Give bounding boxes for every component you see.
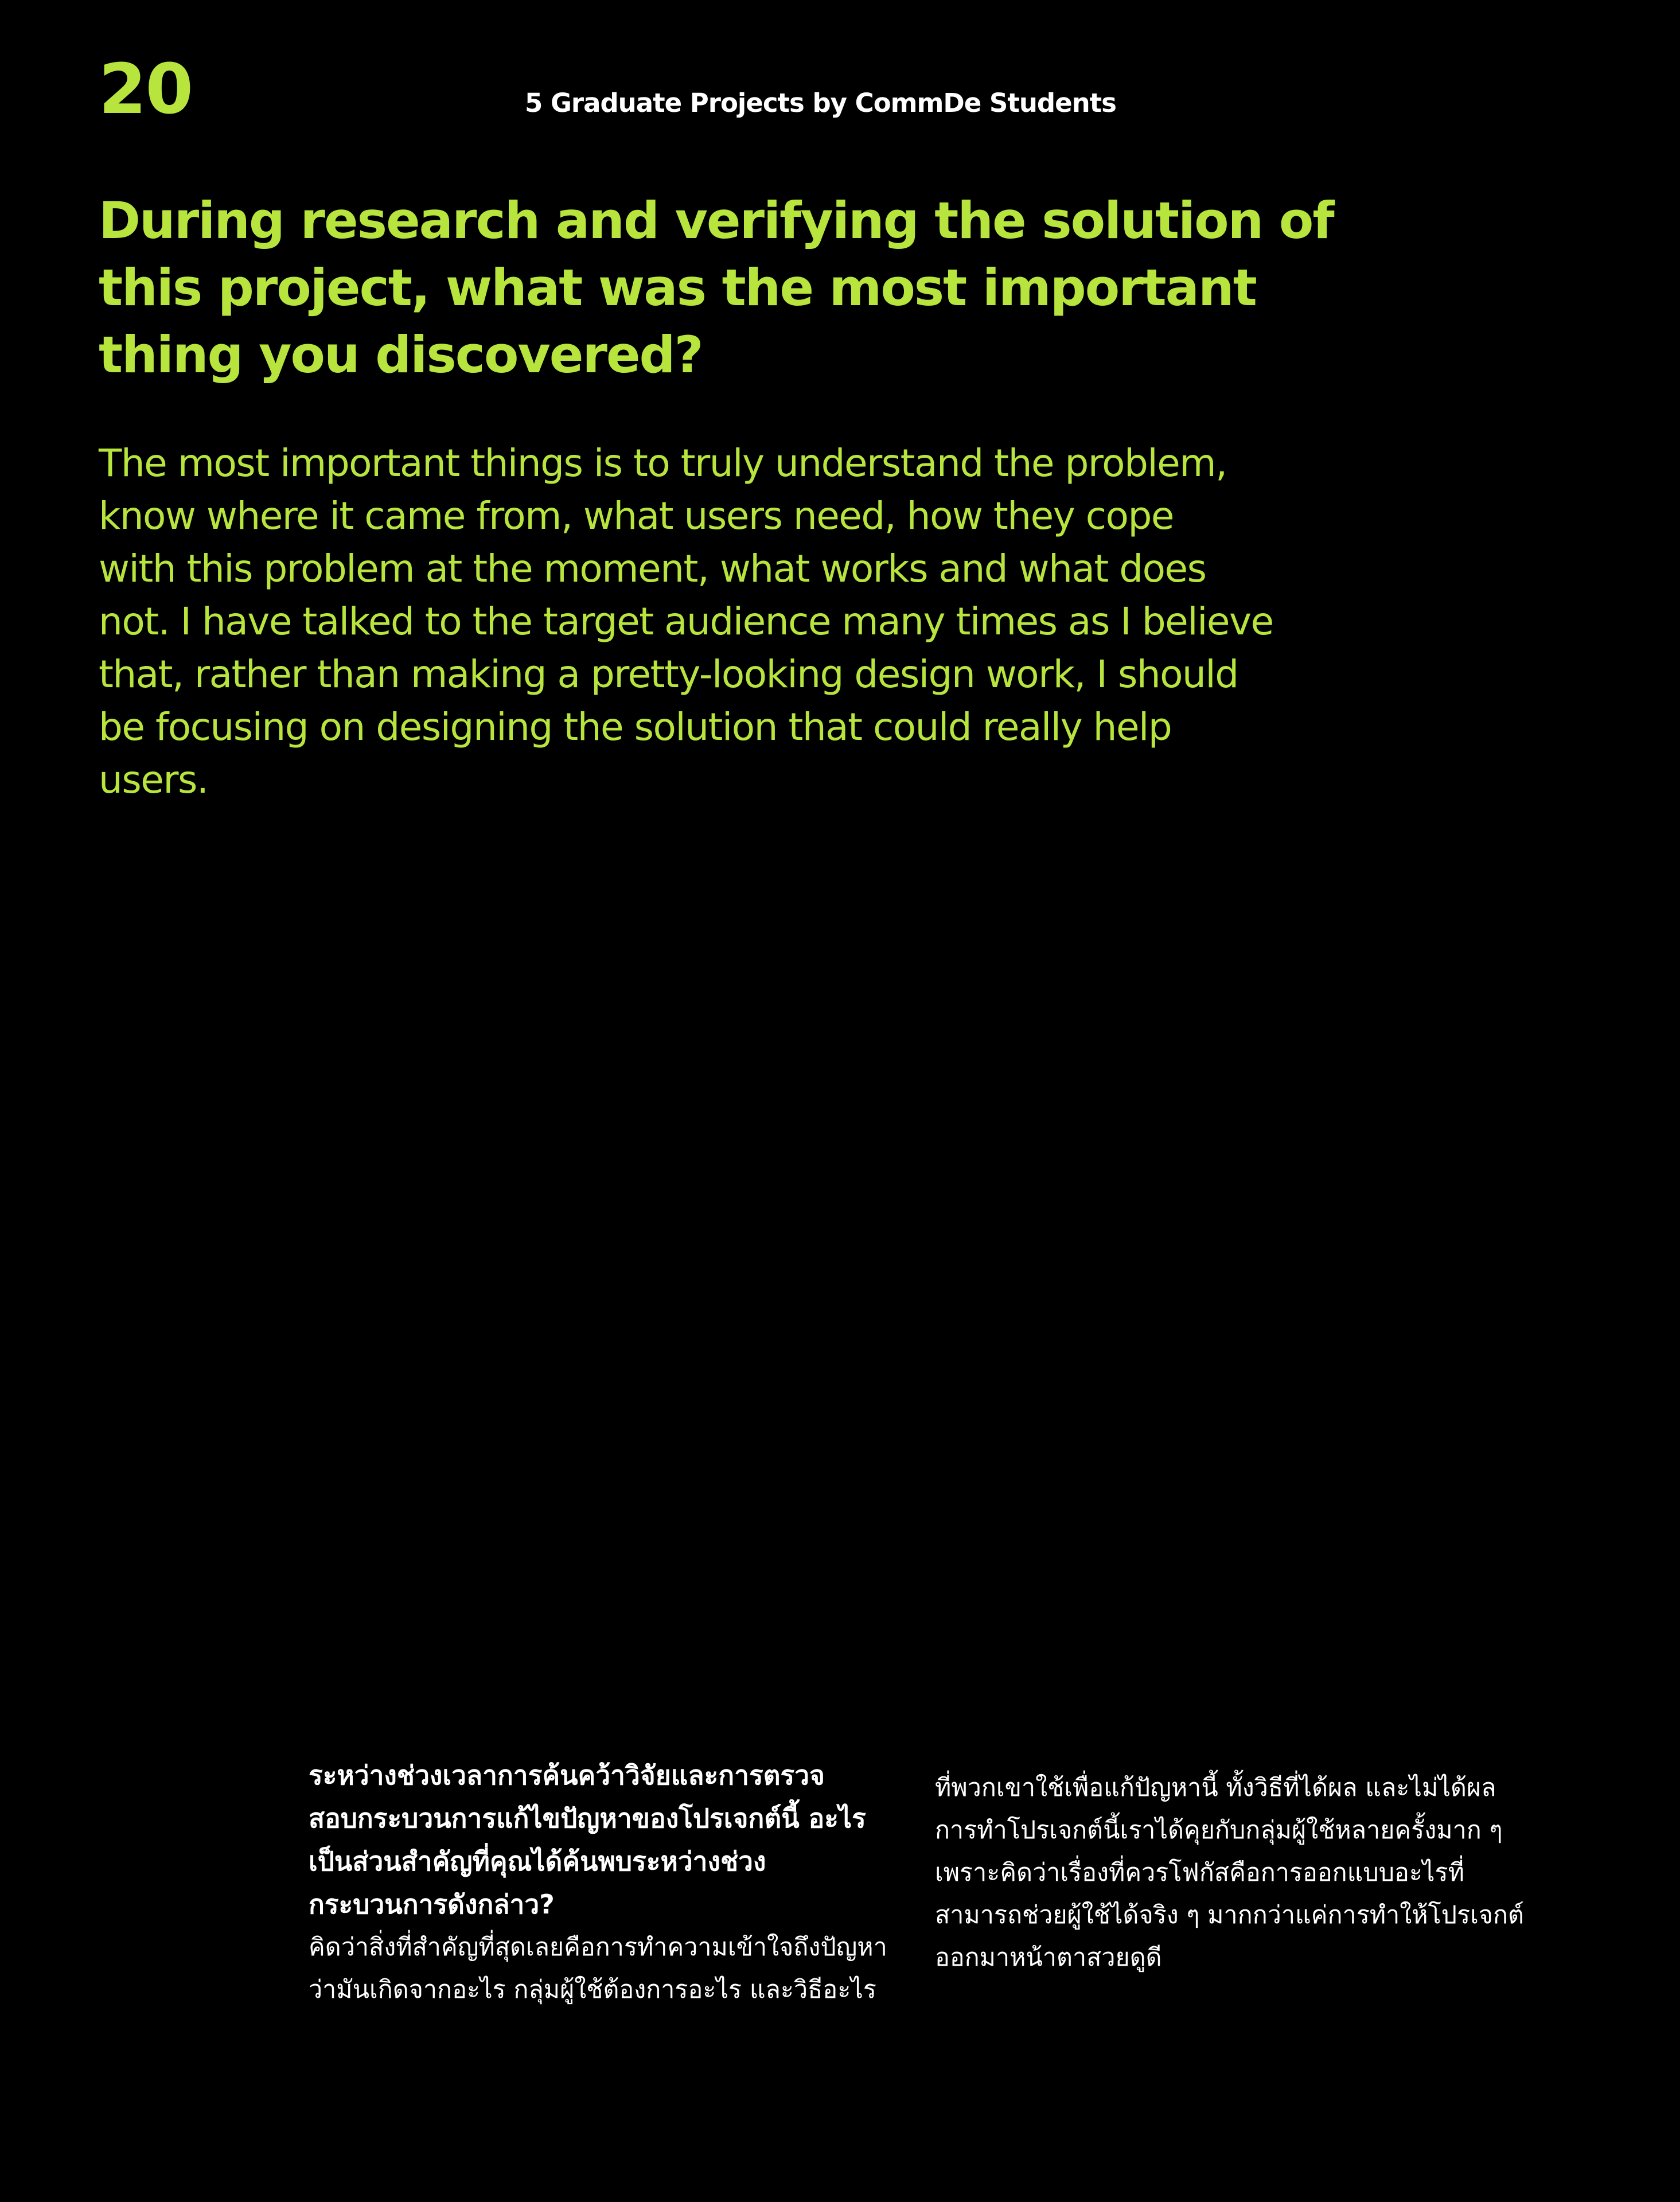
answer-thai-line: ที่พวกเขาใช้เพื่อแก้ปัญหานี้ ทั้งวิธีที่ได้ผล และไม่ได้ผล xyxy=(935,1774,1496,1802)
answer-thai-line: คิดว่าสิ่งที่สำคัญที่สุดเลยคือการทำความเข้าใจถึงปัญหา xyxy=(309,1933,887,1962)
answer-line: not. I have talked to the target audience many times as I believe xyxy=(99,599,1273,644)
answer-thai-line: การทำโปรเจกต์นี้เราได้คุยกับกลุ่มผู้ใช้หลายครั้งมาก ๆ xyxy=(935,1816,1503,1845)
answer-thai-line: เพราะคิดว่าเรื่องที่ควรโฟกัสคือการออกแบบอะไรที่ xyxy=(935,1858,1464,1887)
answer-line: know where it came from, what users need, how they cope xyxy=(99,494,1174,538)
page-number: 20 xyxy=(99,50,192,130)
answer-line: be focusing on designing the solution that could really help xyxy=(99,705,1172,749)
answer-thai-part-1 xyxy=(309,1926,905,2011)
running-header-title: 5 Graduate Projects by CommDe Students xyxy=(525,88,1116,118)
question-line: thing you discovered? xyxy=(99,325,703,384)
answer-line: users. xyxy=(99,758,208,802)
answer-line: The most important things is to truly understand the problem, xyxy=(99,441,1227,485)
question-thai xyxy=(309,1754,905,1926)
answer-thai-line: ว่ามันเกิดจากอะไร กลุ่มผู้ใช้ต้องการอะไร และวิธีอะไร xyxy=(309,1975,877,2004)
question-thai-line: เป็นส่วนสำคัญที่คุณได้ค้นพบระหว่างช่วง xyxy=(309,1846,766,1877)
answer-english xyxy=(99,437,1418,806)
answer-thai-line: ออกมาหน้าตาสวยดูดี xyxy=(935,1943,1162,1972)
question-thai-line: สอบกระบวนการแก้ไขปัญหาของโปรเจกต์นี้ อะไร xyxy=(309,1803,866,1834)
question-thai-line: กระบวนการดังกล่าว? xyxy=(309,1889,555,1920)
question-line: this project, what was the most important xyxy=(99,258,1256,317)
thai-column-left xyxy=(309,1754,905,2011)
question-line: During research and verifying the solution of xyxy=(99,191,1334,250)
answer-line: with this problem at the moment, what works and what does xyxy=(99,547,1206,591)
answer-line: that, rather than making a pretty-looking design work, I should xyxy=(99,652,1238,696)
thai-column-right xyxy=(935,1767,1554,1979)
question-thai-line: ระหว่างช่วงเวลาการค้นคว้าวิจัยและการตรวจ xyxy=(309,1760,825,1791)
question-english xyxy=(99,187,1406,388)
answer-thai-part-2 xyxy=(935,1767,1554,1979)
answer-thai-line: สามารถช่วยผู้ใช้ได้จริง ๆ มากกว่าแค่การทำให้โปรเจกต์ xyxy=(935,1901,1524,1930)
